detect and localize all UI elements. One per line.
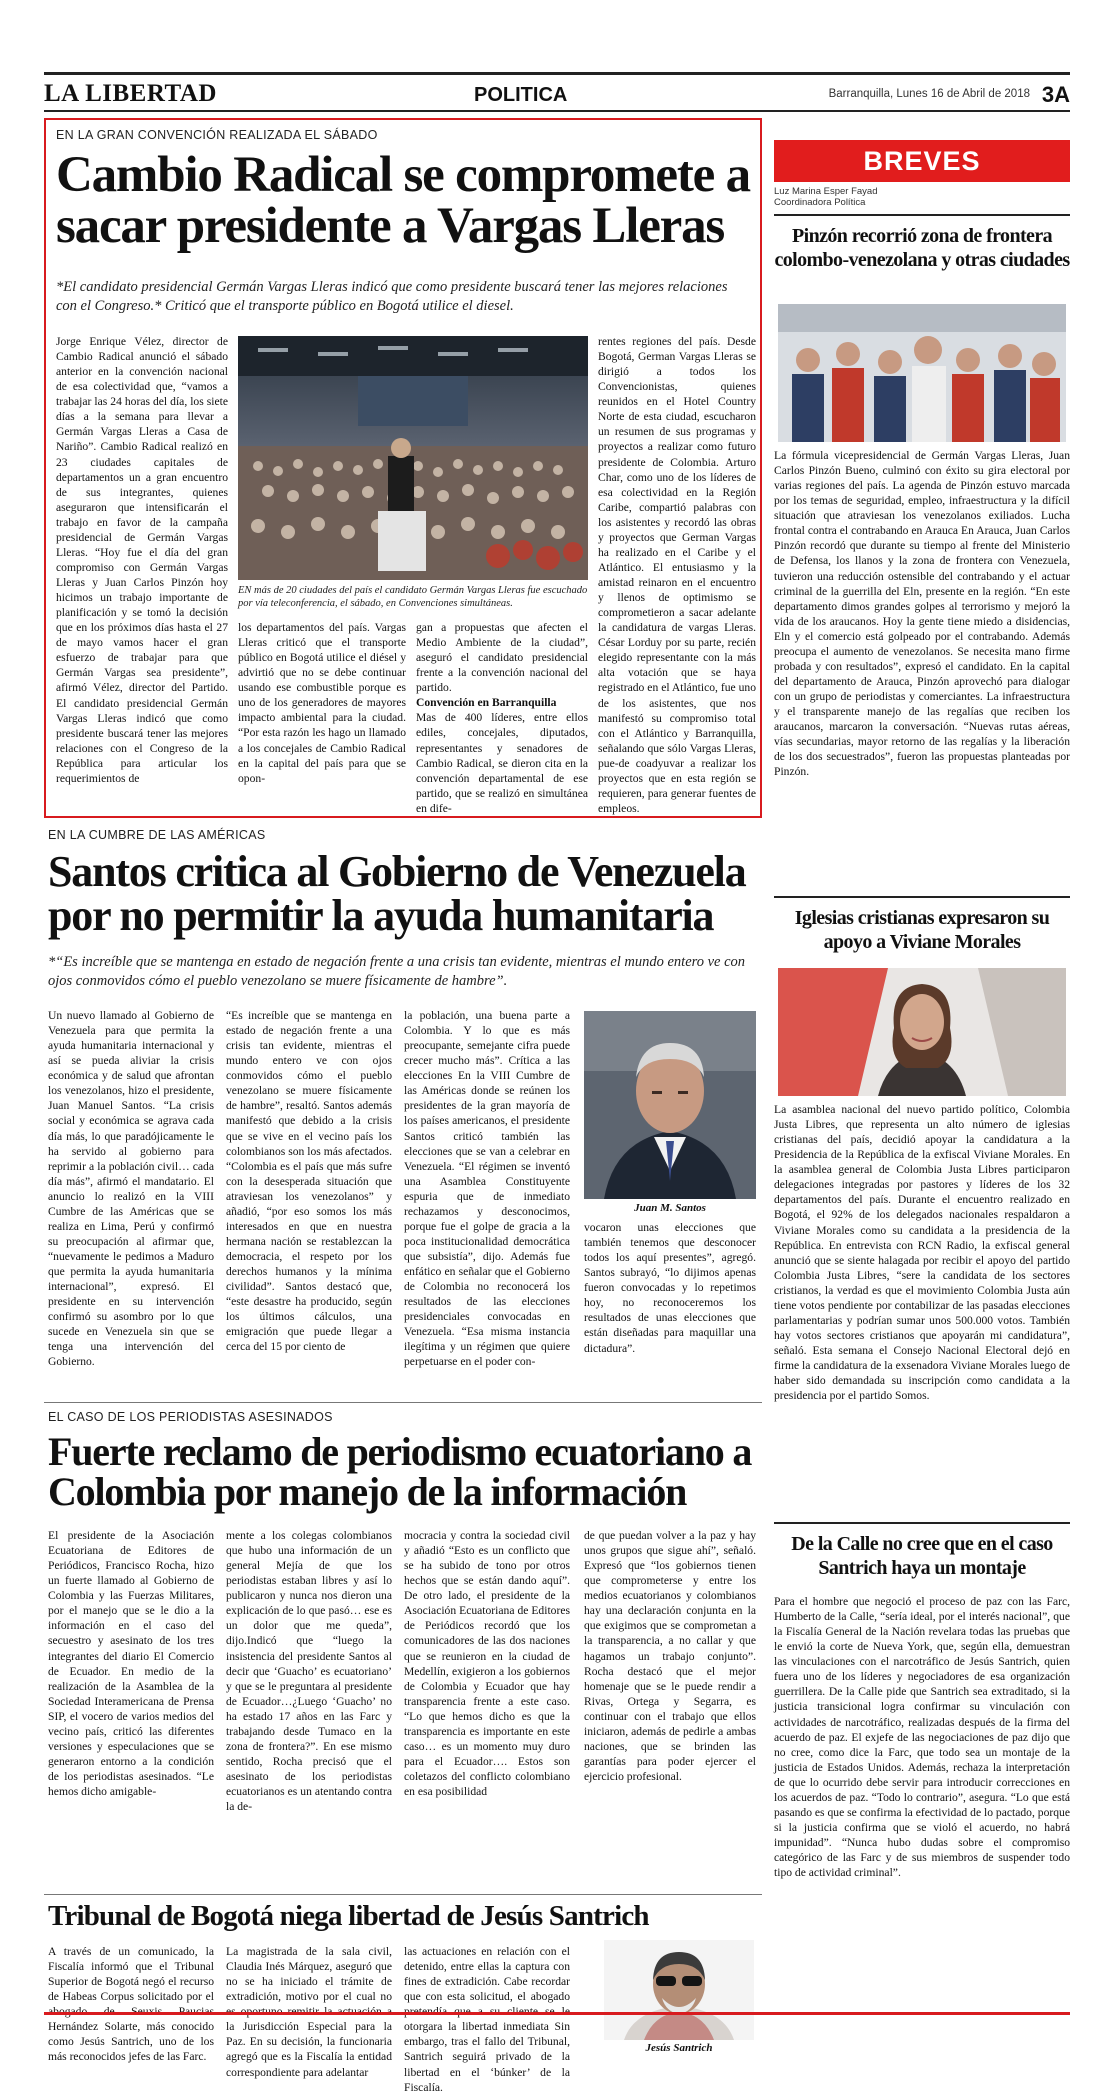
side-rule-2 [774,896,1070,898]
story1-column-2: los departamentos del país. Vargas Lleras criticó que el transporte público en Bogotá utilice el diésel y advirtió que no se debe continuar usando ese combustible porque es uno de los generadores de mayores impacto ambiental para la ciudad. “Por esta razón les hago un llamado a los concejales de Cambio Radical en la capital del país para que se opon- [238,621,406,785]
brief1-headline: Pinzón recorrió zona de frontera colombo-venezolana y otras ciudades [774,225,1070,271]
story3-column-3: mocracia y contra la sociedad civil y añadió “Esto es un conflicto que se ha subido de tono por otros hechos que se están dando aquí”. De otro lado, el presidente de la Asociación Ecuatoriana de Editores de Periódicos recordó que los comunicadores de las dos naciones que se reunieron en la ciudad de Medellín, exigieron a los gobiernos de Colombia y Ecuador que hay transparencia frente a este caso. “Lo que hemos dicho es que la transparencia es importante en este caso… es un momento muy duro para el Ecuador…. Estos son coletazos del conflicto colombiano en esa posibilidad [404,1529,570,1799]
section-name: POLITICA [474,84,568,106]
header-rule-top [44,72,1070,75]
santos-photo [584,1011,756,1199]
story2-column-4: vocaron unas elecciones que también tenemos que desconocer todos los aquí presentes”, agregó. Santos subrayó, “lo dijimos apenas fueron convocadas y lo repetimos hoy, no reconoceremos los resultados de unas elecciones que están diseñadas para maquillar una dictadura”. [584,1221,756,1355]
story1-column-3 [416,620,588,814]
story2-deck: *“Es increíble que se mantenga en estado de negación frente a una crisis tan evidente, mientras el mundo entero ve con ojos conmovidos cómo el pueblo venezolano se muere físicamente de hambre”. [48,954,746,989]
byline-name: Luz Marina Esper Fayad [774,186,878,197]
story3-kicker: EL CASO DE LOS PERIODISTAS ASESINADOS [48,1410,333,1424]
story-cambio-radical [44,118,762,818]
footer-rule [44,2012,1070,2015]
story1-photo-caption: EN más de 20 ciudades del país el candidato Germán Vargas Lleras fue escuchado por vía teleconferencia, el sábado, en Convenciones simultáneas. [238,585,588,610]
divider-story3 [44,1894,762,1895]
story1-column-1: Jorge Enrique Vélez, director de Cambio Radical anunció el sábado anterior en la convención nacional de esa colectividad que, “vamos a trabajar las 24 horas del día, los siete días a la semana para llevar a Germán Vargas Lleras a Casa de Nariño”. Cambio Radical realizó en 23 ciudades capitales de departamentos un a gran encuentro de sus integrantes, quienes aseguraron que intensificarán el trabajo en favor de la campaña presidencial de Germán Vargas Lleras. “Hoy fue el día del gran compromiso con Germán Vargas Lleras y Juan Carlos Pinzón hoy hicimos un trabajo importante de planificación y se tomó la decisión que en los próximos días hasta el 27 de mayo vamos hacer el gran esfuerzo de trabajar para que Germán Vargas sea presidente”, afirmó Vélez, director del Partido. El candidato presidencial Germán Vargas Lleras indicó que como presidente buscará tener las mejores relaciones con el Congreso de la República para articular los requerimientos de [56,335,228,785]
story1-column-4: rentes regiones del país. Desde Bogotá, German Vargas Lleras se dirigió a todos los Convencionistas, quienes reunidos en el Hotel Country Norte de esta ciudad, escucharon un resumen de sus programas y proyectos a realizar como futuro presidente de Colombia. Arturo Char, como uno de los líderes de esa colectividad en la Región Caribe, compartió palabras con los asistentes y recordó las obras y proyectos que German Vargas ha realizado en el Caribe y el Atlántico. El entusiasmo y la amistad reinaron en el encuentro y llenos de optimismo se comprometieron a sacar adelante la candidatura de vargas Lleras. César Lorduy por su parte, recién elegido representante con la más alta votación que se haya registrado en el Atlántico, fue uno de los asistentes, que nos manifestó su compromiso total con el Atlántico y Barranquilla, señalando que sólo Vargas Lleras, pue-de coadyuvar a realizar los proyectos que en esta región se requieren, para generar fuentes de empleos. [598,335,756,815]
story3-headline: Fuerte reclamo de periodismo ecuatoriano a Colombia por manejo de la información [48,1429,752,1514]
story3-column-2: mente a los colegas colombianos que hubo una información de un general Mejía de que los periodistas estaban libres y así lo publicaron y nunca nos dieron una explicación de lo que pasó… ese es un dolor que me queda”, dijo.Indicó que “luego la insistencia del presidente Santos al decir que ‘Guacho’ es ecuatoriano’ y que se le preguntara al presidente de Ecuador…¿Luego ‘Guacho’ no ha estado 17 años en las Farc y trabajando desde Tumaco en la zona de frontera?”. En ese mismo sentido, Rocha precisó que el asesinato de los periodistas ecuatorianos es un atentando contra la de- [226,1529,392,1814]
story2-column-2: “Es increíble que se mantenga en estado de negación frente a una crisis tan evidente, mientras el mundo entero ve con ojos conmovidos cómo el pueblo venezolano se muere físicamente de hambre”, resaltó. Santos además manifestó que debido a la crisis que se vive en el vecino país los colombianos son los más afectados. “Colombia es el país que más sufre con la desesperada situación que atraviesan los venezolanos” y añadió, “por eso somos los más interesados en que en nuestra hermana nación se restablezcan la democracia, el respeto por los derechos humanos y la mínima civilidad”. Santos destacó que, “este desastre ha producido, según los últimos cálculos, una emigración que puede llegar a cerca del 15 por ciento de [226,1009,392,1354]
story3-column-4: de que puedan volver a la paz y hay unos grupos que sigue ahí”, señaló. Expresó que “los gobiernos tienen que comprometerse y entre los medios ecuatorianos y colombianos hay una declaración conjunta en la que exigimos que se comprometan a la transparencia, a no callar y que hagamos un trabajo conjunto”. Rocha destacó que el mejor homenaje que se le puede rendir a Rivas, Ortega y Segarra, es continuar con el trabajo que ellos iniciaron, además de pedirle a ambas naciones, que se brinden las garantías para poder ejercer el ejercicio profesional. [584,1529,756,1783]
newspaper-page [44,70,1070,2094]
story4-headline: Tribunal de Bogotá niega libertad de Jesús Santrich [48,1900,649,1932]
issue-date: Barranquilla, Lunes 16 de Abril de 2018 [828,88,1030,100]
story1-column-3-text-a: gan a propuestas que afecten el Medio Ambiente de la ciudad”, aseguró el candidato presidencial frente a la convención nacional del partido. [416,621,588,695]
story1-deck: *El candidato presidencial Germán Vargas Lleras indicó que como presidente buscará tener las mejores relaciones con el Congreso.* Criticó que el transporte público en Bogotá utilice el diesel. [56,279,728,314]
story1-subhead: Convención en Barranquilla [416,696,557,710]
story2-column-1: Un nuevo llamado al Gobierno de Venezuela para que permita la ayuda humanitaria internacional y así se pueda aliviar la crisis económica y de salud que afrontan los venezolanos, hizo el presidente, Juan Manuel Santos. “La crisis social y económica se agrava cada día más, lo que paradójicamente le ha servido al gobierno para reprimir a la población civil… cada día más”, afirmó el mandatario. El anuncio lo realizó en la VIII Cumbre de las Américas que se realiza en Lima, Perú y confirmó su preocupación al afirmar que, “nuevamente le pedimos a Maduro que permita la ayuda humanitaria internacional”, expresó. El presidente en su intervención confirmó su asombro por lo que sucede en Venezuela sin que se tenga una intervención del Gobierno. [48,1009,214,1369]
page-header [44,80,1070,108]
story2-headline: Santos critica al Gobierno de Venezuela por no permitir la ayuda humanitaria [48,847,746,940]
santrich-photo-label: Jesús Santrich [645,2042,713,2054]
byline-role: Coordinadora Política [774,197,866,209]
santrich-photo [604,1940,754,2040]
brief1-body: La fórmula vicepresidencial de Germán Vargas Lleras, Juan Carlos Pinzón Bueno, culminó con éxito su gira electoral por varias regiones del país. La agenda de Pinzón estuvo marcada por los temas de seguridad, empleo, infraestructura y la difícil situación que atraviesan los venezolanos exiliados. Lucha frontal contra el contrabando en Arauca En Arauca, Juan Carlos Pinzón recordó que durante su tiempo al frente del Ministerio de Defensa, los llanos y la zona de frontera con Venezuela, tuvieron una reducción ostensible del contrabando y el actuar criminal de la guerrilla del Eln, presente en la región. “En este departamento dimos grandes golpes al terrorismo y mejoró la vida de los araucanos. Hoy la gente tiene miedo a disidencias, Eln y el comercio está golpeado por el contrabando. Además preocupa el aumento de venezolanos. Se necesita mano firme probada y con resultados”, expresó el candidato. En la capital del departamento de Arauca, Pinzón aprovechó para dialogar con un grupo de periodistas y comerciantes. La infraestructura y el transparente manejo de las regalías que reciben los araucanos, marcaron la conversación. “Nuevas rutas aéreas, vías secundarias, mayor retorno de las regalías y la liberación de los dos secuestrados”, fueron las propuestas planteadas por Pinzón. [774,449,1070,779]
brief3-headline: De la Calle no cree que en el caso Santrich haya un montaje [791,1533,1053,1579]
brief2-headline: Iglesias cristianas expresaron su apoyo a Viviane Morales [794,907,1050,953]
side-rule-1 [774,214,1070,216]
header-rule-bottom [44,110,1070,112]
story1-kicker: EN LA GRAN CONVENCIÓN REALIZADA EL SÁBADO [56,128,378,142]
story1-column-3-text-b: Mas de 400 líderes, entre ellos ediles, concejales, diputados, representantes y senadores de Cambio Radical, se dieron cita en la convención departamental de ese partido, que se realizó en simultánea en dife- [416,711,588,815]
story1-headline: Cambio Radical se compromete a sacar presidente a Vargas Lleras [56,147,750,254]
viviane-photo [778,968,1066,1096]
brief3-body: Para el hombre que negoció el proceso de paz con las Farc, Humberto de la Calle, “sería ideal, por el interés nacional”, que la Fiscalía General de la Nación revelara todas las pruebas que le envió la corte de Nueva York, que, según ella, demuestran las vinculaciones con el narcotráfico de Jesús Santrich, quien fuera uno de los líderes y negociadores de esa organización guerrillera. De la Calle pide que Santrich sea extraditado, si la justicia transicional logra confirmar su vinculación con actividades de narcotráfico, realizadas después de la firma del acuerdo de paz. El exjefe de las negociaciones de paz dijo que no cree, como dice la Farc, que todo sea un montaje de la justicia de Estados Unidos. Además, rechaza la interpretación de que lo ocurrido debe servir para introducir correcciones en los acuerdos de paz. “Todo lo contrario”, asegura. “Lo que está pasando es que se confirma la efectividad de lo pactado, porque si la justicia confirma que se violó el acuerdo, no habrá impunidad”. “Nunca hubo dudas sobre el compromiso categórico de las Farc y de sus miembros de suspender todo tipo de actividad criminal”. [774,1595,1070,1880]
story2-column-3: la población, una buena parte a Colombia. Y lo que es más preocupante, semejante cifra puede crecer mucho más”. Crítica a las elecciones En la VIII Cumbre de las Américas donde se reúnen los presidentes de la gran mayoría de los países americanos, el presidente Santos criticó también las elecciones que se van a celebrar en Venezuela. “El régimen se inventó una Asamblea Constituyente espuria que de inmediato rechazamos y desconocimos, porque fue el golpe de gracia a la poca institucionalidad democrática que subsistía”, dijo. Además fue enfático en señalar que el Gobierno de Colombia no reconocerá los resultados de las elecciones presidenciales convocadas en Venezuela. “Esa misma instancia ilegítima y un régimen que quiere perpetuarse en el poder con- [404,1009,570,1369]
santos-photo-label: Juan M. Santos [634,1202,706,1214]
breves-byline [774,186,878,209]
story4-column-3: las actuaciones en relación con el detenido, entre ellas la captura con fines de extradición. Cabe recordar que con esta solicitud, el abogado otorgara la libertad inmediata Sin embargo, tras el fallo del Tribunal, Santrich seguirá privado de la libertad en el ‘búnker’ de la Fiscalía. [404,1945,570,2094]
side-rule-3 [774,1522,1070,1524]
pinzon-photo [778,304,1066,442]
page-number: 3A [1041,82,1070,107]
breves-banner: BREVES [774,140,1070,182]
brief2-body: La asamblea nacional del nuevo partido político, Colombia Justa Libres, que representa un alto número de iglesias cristianas del país, decidió apoyar la candidatura a la Presidencia de la República de la exfiscal Viviane Morales. En la asamblea general de Colombia Justa Libres participaron delegaciones integradas por pastores y líderes de los 32 departamentos del país. Durante el encuentro realizado en Bogotá, el 92% de los delegados nacionales respaldaron a Viviane Morales como su candidata a la presidencia de la República. En entrevista con RCN Radio, la exfiscal general anunció que se siente halagada por recibir el apoyo del partido Colombia Justa Libres, “sere la candidata de los sectores cristianos, la verdad es que el movimiento Colombia Justa aún tiene votos pendiente por contabilizar de las pasadas elecciones parlamentarias y podrían sumar unos 500.000 votos. También hay votos sectores cristianos que apoyarán mi candidatura”, señaló. Esta semana el Consejo Nacional Electoral dejó en firme la candidatura de la exsenadora Viviane Morales luego de haber sido demandada su inscripción como candidata a la presidencia por el partido Somos. [774,1103,1070,1403]
divider-story2 [44,1402,762,1403]
newspaper-name: LA LIBERTAD [44,80,217,107]
convention-photo [238,336,588,580]
story2-kicker: EN LA CUMBRE DE LAS AMÉRICAS [48,828,266,842]
story4-column-2: La magistrada de la sala civil, Claudia Inés Márquez, aseguró que no se ha iniciado el trámite de extradición, motivo por el cual no la Jurisdicción Especial para la Paz. En su decisión, la funcionaria agregó que es la Fiscalía la entidad correspondiente para adelantar [226,1945,392,2079]
story3-column-1: El presidente de la Asociación Ecuatoriana de Editores de Periódicos, Francisco Rocha, hizo un fuerte llamado al Gobierno de Colombia y las Fuerzas Militares, por el manejo que se le dio a la información en el caso del secuestro y asesinato de los tres integrantes del diario El Comercio de Ecuador. En medio de la realización de la Asamblea de la Sociedad Interamericana de Prensa SIP, el vocero de varios medios del vecino país, criticó las diferentes versiones y especulaciones que se generaron entorno a la condición de los periodistas asesinados. “Le hemos dicho amigable- [48,1529,214,1799]
story4-column-1: A través de un comunicado, la Fiscalía informó que el Tribunal Superior de Bogotá negó el recurso de Habeas Corpus solicitado por el Hernández Solarte, más conocido como Jesús Santrich, uno de los más reconocidos jefes de las Farc. [48,1945,214,2064]
